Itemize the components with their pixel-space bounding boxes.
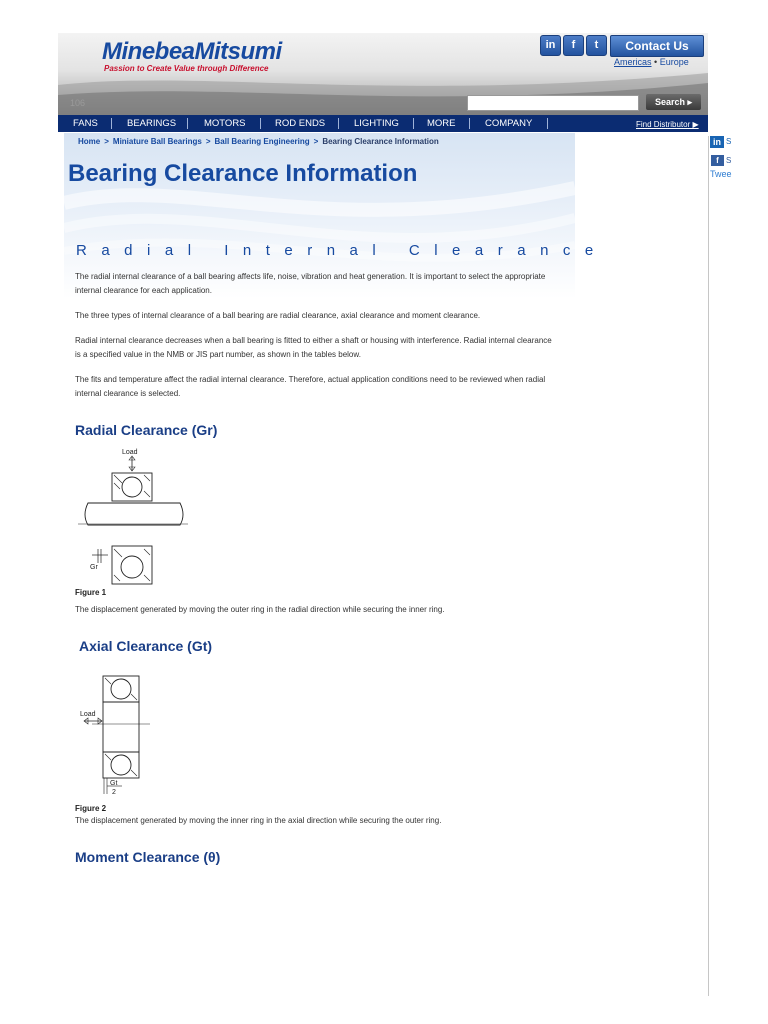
contact-us-button[interactable]: Contact Us xyxy=(610,35,704,57)
nav-divider xyxy=(338,118,339,129)
region-americas-link[interactable]: Americas xyxy=(614,57,652,67)
section-subtitle: Radial Internal Clearance xyxy=(76,242,608,259)
search-button[interactable]: Search ▸ xyxy=(646,94,701,110)
header-faded-label: 106 xyxy=(70,98,86,108)
fits-paragraph: The fits and temperature affect the radial internal clearance. Therefore, actual application conditions need to be reviewed when radial internal clearance is selected. xyxy=(75,375,546,398)
breadcrumb-current: Bearing Clearance Information xyxy=(322,137,439,146)
site-header xyxy=(58,33,708,115)
nav-item-motors[interactable]: MOTORS xyxy=(204,118,246,129)
search-input[interactable] xyxy=(467,95,639,111)
brand-tagline: Passion to Create Value through Difference xyxy=(104,64,269,73)
nav-item-lighting[interactable]: LIGHTING xyxy=(354,118,399,129)
facebook-share-icon[interactable]: f xyxy=(711,155,724,166)
figure-1-caption: The displacement generated by moving the outer ring in the radial direction while securing the inner ring. xyxy=(75,605,445,614)
linkedin-icon[interactable]: in xyxy=(540,35,561,56)
nav-item-more[interactable]: MORE xyxy=(427,118,456,129)
region-selector xyxy=(614,57,689,67)
region-europe-link[interactable]: Europe xyxy=(659,57,689,67)
intro-paragraph: The radial internal clearance of a ball bearing affects life, noise, vibration and heat generation. It is important to select the appropriate internal clearance for each application. xyxy=(75,272,546,295)
nav-divider xyxy=(111,118,112,129)
breadcrumb-ball-bearing-engineering[interactable]: Ball Bearing Engineering xyxy=(214,137,310,146)
nav-item-company[interactable]: COMPANY xyxy=(485,118,533,129)
page-title: Bearing Clearance Information xyxy=(68,160,418,187)
breadcrumb-separator: > xyxy=(104,137,109,146)
nav-divider xyxy=(413,118,414,129)
linkedin-share-label[interactable]: S xyxy=(726,137,732,146)
gt-subscript: 2 xyxy=(112,789,116,796)
load-label: Load xyxy=(80,711,96,718)
figure-1-label: Figure 1 xyxy=(75,588,107,597)
tweet-button[interactable]: Twee xyxy=(710,169,732,179)
load-label: Load xyxy=(122,449,138,456)
gt-label: Gt xyxy=(110,780,118,787)
linkedin-share-icon[interactable]: in xyxy=(710,136,724,148)
axial-clearance-diagram xyxy=(76,664,156,798)
types-paragraph: The three types of internal clearance of a ball bearing are radial clearance, axial clearance and moment clearance. xyxy=(75,311,481,320)
facebook-icon[interactable]: f xyxy=(563,35,584,56)
share-sidebar xyxy=(708,136,768,996)
nav-item-bearings[interactable]: BEARINGS xyxy=(127,118,177,129)
brand-logo[interactable]: MinebeaMitsumi xyxy=(102,38,282,65)
nav-divider xyxy=(547,118,548,129)
breadcrumb-home[interactable]: Home xyxy=(78,137,101,146)
nav-divider xyxy=(469,118,470,129)
region-separator: • xyxy=(654,57,658,67)
axial-clearance-heading: Axial Clearance (Gt) xyxy=(79,638,213,654)
nav-divider xyxy=(260,118,261,129)
breadcrumb xyxy=(78,137,439,146)
breadcrumb-separator: > xyxy=(313,137,319,146)
breadcrumb-miniature-ball-bearings[interactable]: Miniature Ball Bearings xyxy=(112,137,202,146)
nav-item-fans[interactable]: FANS xyxy=(73,118,98,129)
gr-label: Gr xyxy=(90,564,98,571)
figure-2-label: Figure 2 xyxy=(75,804,107,813)
breadcrumb-separator: > xyxy=(205,137,211,146)
nav-item-rod-ends[interactable]: ROD ENDS xyxy=(275,118,326,129)
nav-divider xyxy=(187,118,188,129)
moment-clearance-heading: Moment Clearance (θ) xyxy=(75,849,221,865)
main-nav xyxy=(58,115,708,132)
figure-2-caption: The displacement generated by moving the inner ring in the axial direction while securing the outer ring. xyxy=(75,816,442,825)
twitter-icon[interactable]: t xyxy=(586,35,607,56)
radial-clearance-diagram xyxy=(74,445,194,590)
facebook-share-label[interactable]: S xyxy=(726,156,732,165)
find-distributor-link[interactable]: Find Distributor ▶ xyxy=(636,120,699,129)
radial-clearance-heading: Radial Clearance (Gr) xyxy=(75,422,218,438)
decrease-paragraph: Radial internal clearance decreases when a ball bearing is fitted to either a shaft or housing with interference. Radial internal clearance is a specified value in the NMB or JIS part number, as shown in the tables below. xyxy=(75,336,552,359)
